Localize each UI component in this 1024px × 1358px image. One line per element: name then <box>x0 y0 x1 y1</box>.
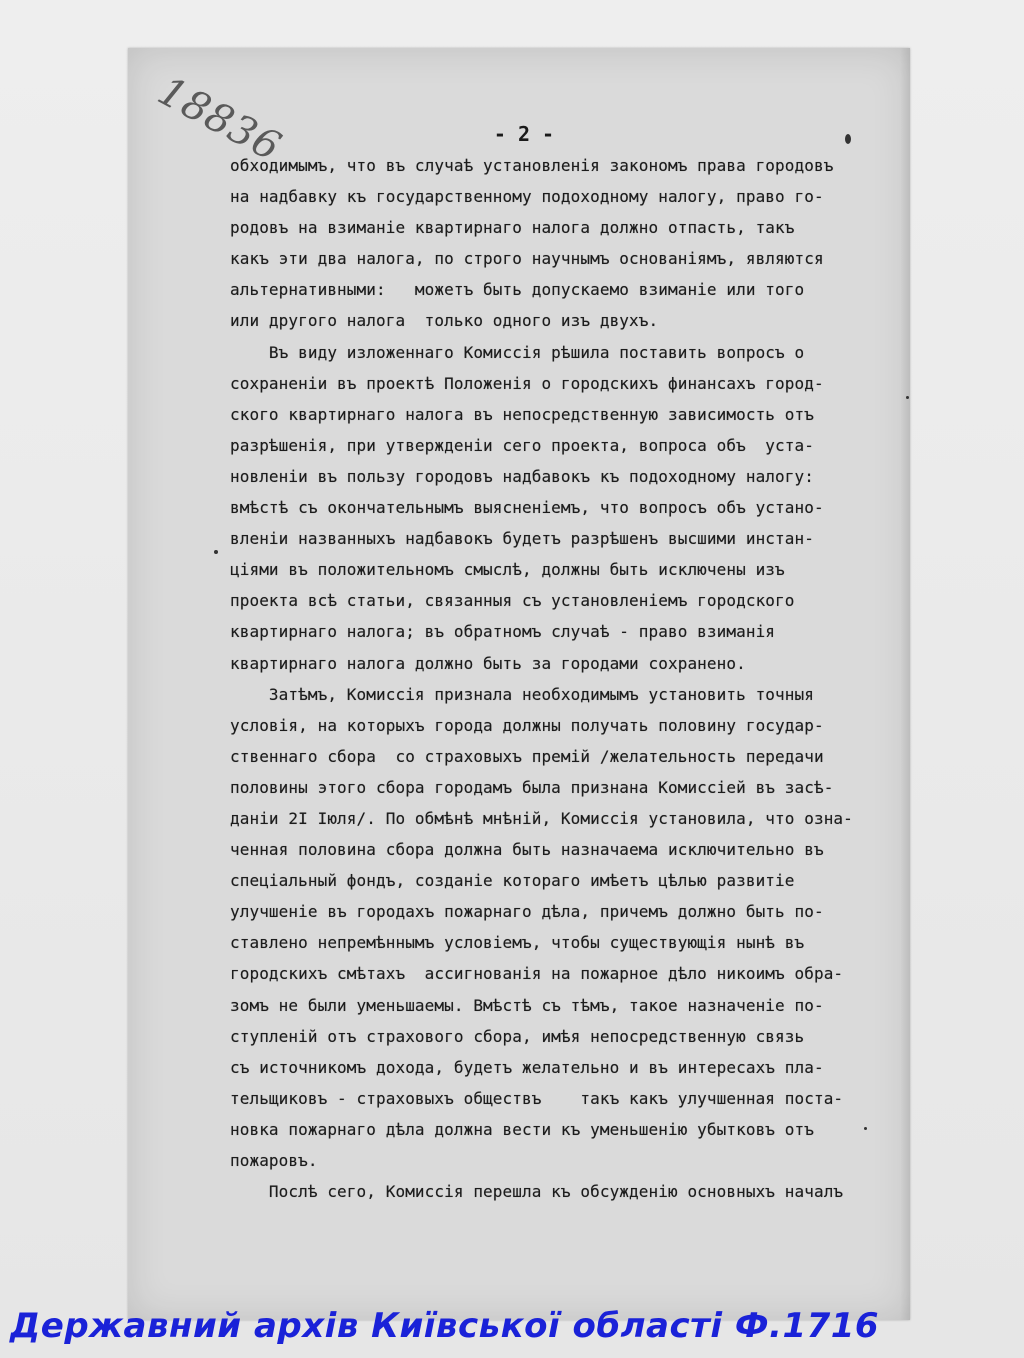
text-line: на надбавку къ государственному подоходному налогу, право го- <box>230 187 824 207</box>
text-line: обходимымъ, что въ случаѣ установленія закономъ права городовъ <box>230 156 834 175</box>
text-line: Затѣмъ, Комиссія признала необходимымъ установить точныя <box>230 684 814 704</box>
text-line: ского квартирнаго налога въ непосредственную зависимость отъ <box>230 404 814 424</box>
text-line: родовъ на взиманіе квартирнаго налога должно отпасть, такъ <box>230 218 795 238</box>
text-line: тельщиковъ - страховыхъ обществъ такъ какъ улучшенная поста- <box>230 1088 844 1108</box>
typewritten-text-body <box>230 150 890 1207</box>
text-line: квартирнаго налога должно быть за городами сохранено. <box>230 653 746 673</box>
text-line: городскихъ смѣтахъ ассигнованія на пожарное дѣло никоимъ обра- <box>230 964 844 984</box>
ink-speck <box>845 134 851 144</box>
text-line: вмѣстѣ съ окончательнымъ выясненіемъ, что вопросъ объ устано- <box>230 498 824 518</box>
text-line: квартирнаго налога; въ обратномъ случаѣ - право взиманія <box>230 622 776 642</box>
text-line: Въ виду изложеннаго Комиссія рѣшила поставить вопросъ о <box>230 342 805 362</box>
ink-speck <box>864 1127 867 1130</box>
text-line: ченная половина сбора должна быть назначаема исключительно въ <box>230 840 824 860</box>
text-line: пожаровъ. <box>230 1151 318 1170</box>
text-line: даніи 2I Іюля/. По обмѣнѣ мнѣній, Комиссія установила, что озна- <box>230 808 853 828</box>
handwritten-archive-number: 18836 <box>150 68 289 171</box>
text-line: альтернативными: можетъ быть допускаемо взиманіе или того <box>230 280 805 300</box>
text-line: Послѣ сего, Комиссія перешла къ обсужденію основныхъ началъ <box>230 1182 844 1202</box>
text-line: новленіи въ пользу городовъ надбавокъ къ подоходному налогу: <box>230 466 814 486</box>
text-line: зомъ не были уменьшаемы. Вмѣстѣ съ тѣмъ, такое назначеніе по- <box>230 995 824 1015</box>
page-edge-shadow <box>900 48 910 1320</box>
text-line: улучшеніе въ городахъ пожарнаго дѣла, причемъ должно быть по- <box>230 902 824 922</box>
text-line: съ источникомъ дохода, будетъ желательно и въ интересахъ пла- <box>230 1057 824 1077</box>
ink-speck <box>906 396 909 399</box>
text-line: половины этого сбора городамъ была признана Комиссіей въ засѣ- <box>230 777 834 797</box>
text-line: ступленій отъ страхового сбора, имѣя непосредственную связь <box>230 1026 805 1046</box>
text-line: ставлено непремѣннымъ условіемъ, чтобы существующія нынѣ въ <box>230 933 805 953</box>
text-line: ственнаго сбора со страховыхъ премій /желательность передачи <box>230 746 824 766</box>
text-line: ціями въ положительномъ смыслѣ, должны быть исключены изъ <box>230 560 785 580</box>
text-line: вленіи названныхъ надбавокъ будетъ разрѣшенъ высшими инстан- <box>230 529 814 549</box>
page-number: - 2 - <box>493 122 555 146</box>
text-line: проекта всѣ статьи, связанныя съ установленіемъ городского <box>230 591 795 611</box>
text-line: или другого налога только одного изъ двухъ. <box>230 311 659 331</box>
text-line: спеціальный фондъ, созданіе котораго имѣетъ цѣлью развитіе <box>230 871 795 891</box>
text-line: условія, на которыхъ города должны получать половину государ- <box>230 715 824 735</box>
text-line: разрѣшенія, при утвержденіи сего проекта, вопроса объ уста- <box>230 435 814 455</box>
text-line: какъ эти два налога, по строго научнымъ основаніямъ, являются <box>230 249 824 269</box>
archive-watermark: Державний архів Київської області Ф.1716 <box>10 1306 880 1346</box>
ink-speck <box>214 550 218 554</box>
text-line: сохраненіи въ проектѣ Положенія о городскихъ финансахъ город- <box>230 373 824 393</box>
text-line: новка пожарнаго дѣла должна вести къ уменьшенію убытковъ отъ <box>230 1119 814 1139</box>
